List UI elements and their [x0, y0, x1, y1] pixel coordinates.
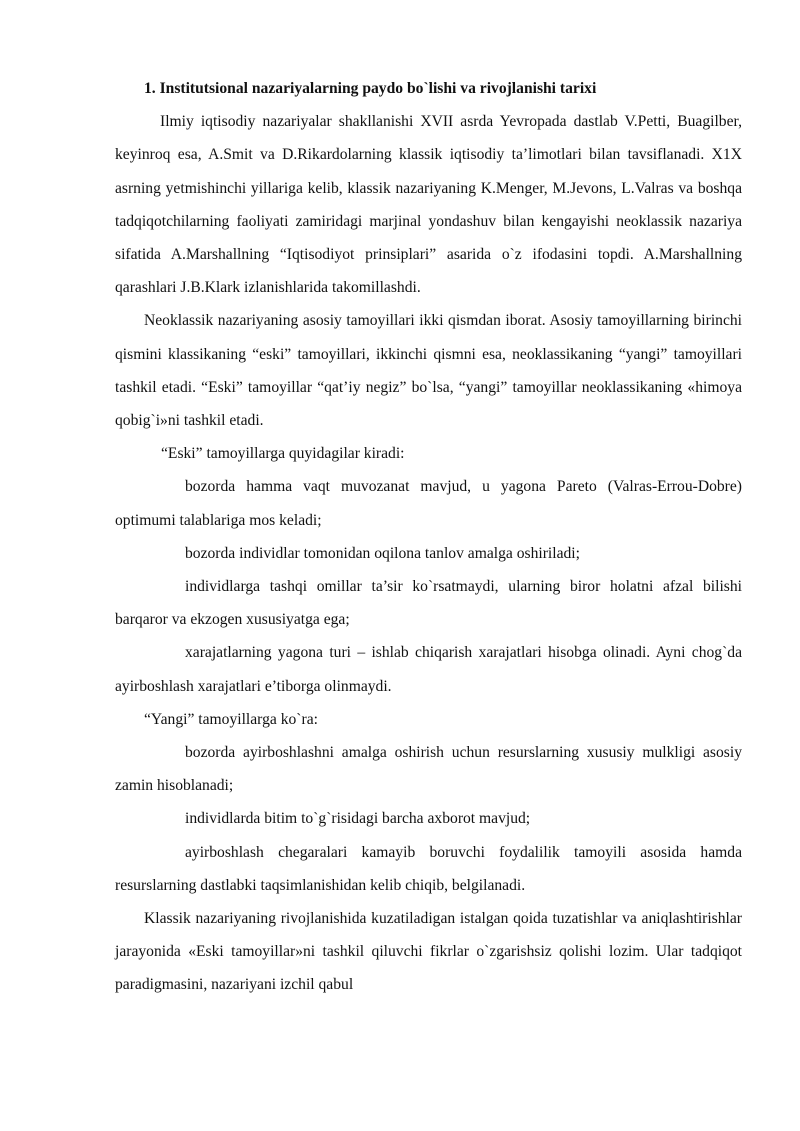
list-item-text: bozorda hamma vaqt muvozanat mavjud, u yagona Pareto (Valras-Errou-Dobre) optimumi talablariga mos keladi;: [115, 478, 742, 529]
list-item-new-1: [115, 736, 742, 802]
list-item-text: ayirboshlash chegaralari kamayib boruvchi foydalilik tamoyili asosida hamda resurslarning dastlabki taqsimlanishidan kelib chiqib, belgilanadi.: [115, 843, 742, 894]
list-item-new-3: [115, 836, 742, 902]
list-item-text: bozorda individlar tomonidan oqilona tanlov amalga oshiriladi;: [185, 544, 580, 562]
paragraph-history: Ilmiy iqtisodiy nazariyalar shakllanishi XVII asrda Yevropada dastlab V.Petti, Buagilber, keyinroq esa, A.Smit va D.Rikardolarning klassik iqtisodiy ta’limotlari bilan tavsiflanadi. X1X asrning yetmishinchi yillariga kelib, klassik nazariyaning K.Menger, M.Jevons, L.Valras va boshqa tadqiqotchilarning faoliyati zamiridagi marjinal yondashuv bilan kengayishi neoklassik nazariya sifatida A.Marshallning “Iqtisodiyot prinsiplari” asarida o`z ifodasini topdi. A.Marshallning qarashlari J.B.Klark izlanishlarida takomillashdi.: [115, 113, 742, 297]
list-item-text: individlarga tashqi omillar ta’sir ko`rsatmaydi, ularning biror holatni afzal bilishi barqaror va ekzogen xususiyatga ega;: [115, 578, 742, 629]
list-item-text: bozorda ayirboshlashni amalga oshirish uchun resurslarning xususiy mulkligi asosiy zamin hisoblanadi;: [115, 744, 742, 795]
list-item-old-1: [115, 470, 742, 536]
list-item-new-2: [115, 802, 742, 835]
list-item-text: xarajatlarning yagona turi – ishlab chiqarish xarajatlari hisobga olinadi. Ayni chog`da ayirboshlash xarajatlari e’tiborga olinmaydi.: [115, 644, 742, 695]
section-heading: 1. Institutsional nazariyalarning paydo bo`lishi va rivojlanishi tarixi: [144, 80, 597, 97]
list-item-old-2: [115, 537, 742, 570]
list-item-text: individlarda bitim to`g`risidagi barcha axborot mavjud;: [185, 810, 531, 828]
list-item-old-4: [115, 636, 742, 702]
paragraph-new-intro: “Yangi” tamoyillarga ko`ra:: [144, 710, 318, 728]
document-body: [115, 72, 742, 1002]
paragraph-old-intro: “Eski” tamoyillarga quyidagilar kiradi:: [161, 445, 405, 463]
list-item-old-3: [115, 570, 742, 636]
paragraph-conclusion: Klassik nazariyaning rivojlanishida kuzatiladigan istalgan qoida tuzatishlar va aniqlashtirishlar jarayonida «Eski tamoyillar»ni tashkil qiluvchi fikrlar o`zgarishsiz qolishi lozim. Ular tadqiqot paradigmasini, nazariyani izchil qabul: [115, 910, 742, 994]
paragraph-principles: Neoklassik nazariyaning asosiy tamoyillari ikki qismdan iborat. Asosiy tamoyillarning birinchi qismini klassikaning “eski” tamoyillari, ikkinchi qismni esa, neoklassikaning “yangi” tamoyillari tashkil etadi. “Eski” tamoyillar “qat’iy negiz” bo`lsa, “yangi” tamoyillar neoklassikaning «himoya qobig`i»ni tashkil etadi.: [115, 312, 742, 430]
